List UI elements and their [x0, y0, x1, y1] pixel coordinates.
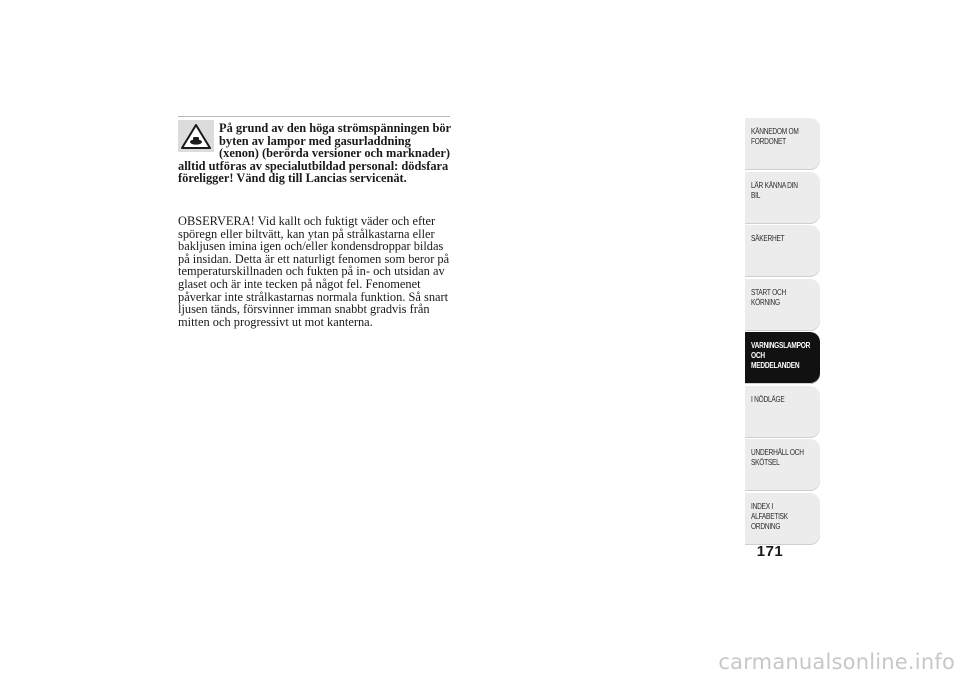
tab-label: LÄR KÄNNA DIN BIL: [751, 180, 798, 200]
warning-text: På grund av den höga strömspänningen bör byten av lampor med gasurladdning (xenon) (berörda versioner och marknader) alltid utföras av specialutbildad personal: dödsfara föreligger! Vänd dig till Lancias servicenät.: [178, 121, 451, 186]
tab-start-och-korning[interactable]: [745, 279, 820, 331]
tab-label: UNDERHÅLL OCH SKÖTSEL: [751, 448, 804, 467]
note-text: OBSERVERA! Vid kallt och fuktigt väder och efter spöregn eller biltvätt, kan ytan på strålkastarna eller bakljusen imina igen och/eller kondensdroppar bildas på insidan. Detta är ett naturligt fenomen som beror på temperaturskillnaden och fukten på in- och utsidan av glaset och är inte tecken på något fel. Fenomenet påverkar inte strålkastarnas normala funktion. Så snart ljusen tänds, försvinner imman snabbt gradvis från mitten och progressivt ut mot kanterna.: [178, 214, 450, 329]
tab-varningslampor-och-meddelanden[interactable]: [745, 332, 820, 384]
tab-label: I NÖDLÄGE: [751, 394, 785, 404]
top-rule: [178, 116, 450, 117]
tab-label: VARNINGSLAMPOR OCH MEDDELANDEN: [751, 341, 811, 370]
tab-label: INDEX I ALFABETISK ORDNING: [751, 501, 788, 531]
tab-label: KÄNNEDOM OM FORDONET: [751, 127, 799, 146]
tab-kannedom-om-fordonet[interactable]: [745, 118, 820, 170]
tab-index-i-alfabetisk-ordning[interactable]: [745, 493, 820, 545]
chapter-tabs: [745, 118, 820, 546]
tab-underhall-och-skotsel[interactable]: [745, 439, 820, 491]
watermark: carmanualsonline.info: [718, 650, 955, 674]
tab-label: START OCH KÖRNING: [751, 287, 786, 307]
tab-lar-kanna-din-bil[interactable]: [745, 172, 820, 224]
tab-label: SÄKERHET: [751, 234, 785, 243]
tab-i-nodlage[interactable]: [745, 386, 820, 438]
page-number: 171: [756, 543, 784, 560]
tab-sakerhet[interactable]: [745, 225, 820, 277]
